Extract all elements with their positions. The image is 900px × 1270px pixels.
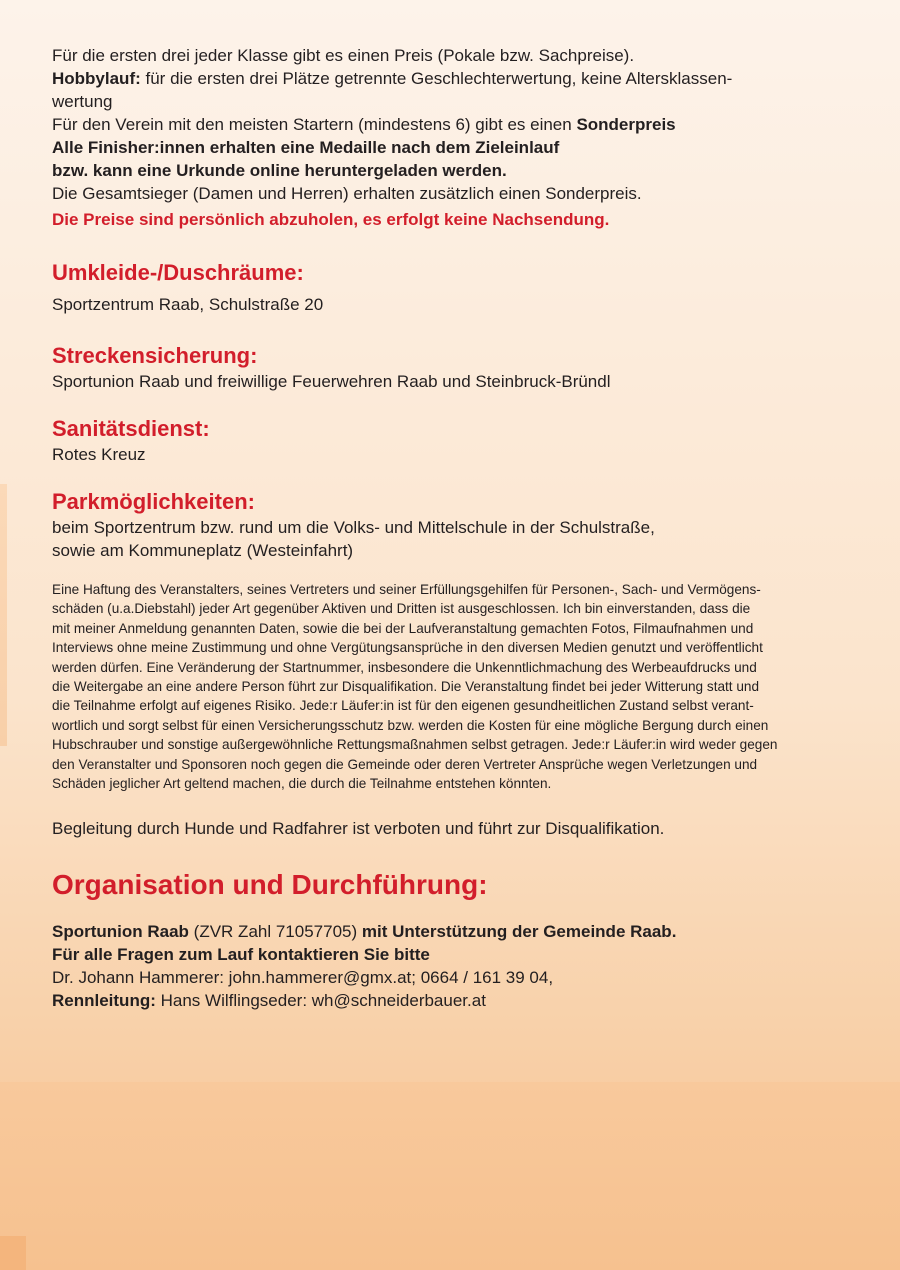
overall-winner-text: Die Gesamtsieger (Damen und Herren) erhalten zusätzlich einen Sonderpreis. — [52, 184, 642, 203]
prizes-class-text: Für die ersten drei jeder Klasse gibt es einen Preis (Pokale bzw. Sachpreise). — [52, 46, 635, 65]
course-safety-text: Sportunion Raab und freiwillige Feuerwehren Raab und Steinbruck-Bründl — [52, 372, 611, 391]
liability-disclaimer — [52, 580, 870, 793]
parking-heading: Parkmöglichkeiten: — [52, 489, 255, 514]
hobby-run-text-cont: wertung — [52, 92, 113, 111]
race-director-label: Rennleitung: — [52, 991, 156, 1011]
changing-rooms-section — [52, 259, 872, 316]
left-edge-accent — [0, 484, 7, 746]
organiser-text — [52, 920, 872, 943]
organisation-heading: Organisation und Durchführung: — [52, 869, 488, 901]
changing-rooms-heading: Umkleide-/Duschräume: — [52, 260, 304, 285]
disclaimer-line: mit meiner Anmeldung genannten Daten, sowie die bei der Laufveranstaltung gemachten Fotos, Filmaufnahmen und — [52, 620, 754, 636]
organisation-details — [52, 920, 872, 1012]
prizes-section — [52, 44, 872, 231]
disclaimer-line: Schäden jeglicher Art geltend machen, die durch die Teilnahme entstehen könnten. — [52, 776, 552, 792]
course-safety-heading: Streckensicherung: — [52, 343, 258, 368]
contact-text: Dr. Johann Hammerer: john.hammerer@gmx.at; 0664 / 161 39 04, — [52, 968, 554, 988]
corner-mark — [0, 1236, 26, 1270]
organiser-support: mit Unterstützung der Gemeinde Raab. — [361, 922, 677, 942]
disclaimer-line: den Veranstalter und Sponsoren noch gegen die Gemeinde oder deren Vertreter Ansprüche wegen Verletzungen und — [52, 756, 758, 772]
race-director-contact: Hans Wilflingseder: wh@schneiderbauer.at — [155, 991, 486, 1011]
organiser-zvr: (ZVR Zahl 71057705) — [188, 922, 362, 942]
organisation-section — [52, 868, 872, 1012]
bottom-color-band — [0, 1082, 900, 1270]
hobby-run-description: für die ersten drei Plätze getrennte Geschlechterwertung, keine Altersklassen- — [140, 69, 733, 88]
pickup-notice: Die Preise sind persönlich abzuholen, es erfolgt keine Nachsendung. — [52, 210, 610, 229]
disclaimer-line: schäden (u.a.Diebstahl) jeder Art gegenüber Aktiven und Dritten ist ausgeschlossen. Ich bin einverstanden, dass die — [52, 601, 751, 617]
parking-text-line1: beim Sportzentrum bzw. rund um die Volks- und Mittelschule in der Schulstraße, — [52, 518, 655, 537]
disclaimer-line: Interviews ohne meine Zustimmung und ohne Vergütungsansprüche in den diversen Medien genutzt und veröffentlicht — [52, 640, 763, 656]
finisher-medal-text: Alle Finisher:innen erhalten eine Medaille nach dem Zieleinlauf — [52, 138, 560, 157]
questions-text: Für alle Fragen zum Lauf kontaktieren Sie bitte — [52, 945, 430, 965]
medical-section — [52, 415, 872, 466]
medical-heading: Sanitätsdienst: — [52, 416, 210, 441]
dogs-bikes-rule: Begleitung durch Hunde und Radfahrer ist verboten und führt zur Disqualifikation. — [52, 819, 665, 839]
disclaimer-line: die Teilnahme erfolgt auf eigenes Risiko. Jede:r Läufer:in ist für den eigenen gesundheitlichen Zustand selbst verant- — [52, 698, 754, 714]
disclaimer-line: die Weitergabe an eine andere Person führt zur Disqualifikation. Die Veranstaltung findet bei jeder Witterung statt und — [52, 679, 760, 695]
club-prize-description: Für den Verein mit den meisten Startern (mindestens 6) gibt es einen — [52, 115, 577, 134]
disclaimer-line: wortlich und sorgt selbst für einen Versicherungsschutz bzw. werden die Kosten für eine mögliche Bergung durch einen — [52, 717, 769, 733]
certificate-download-text: bzw. kann eine Urkunde online heruntergeladen werden. — [52, 161, 507, 180]
disclaimer-line: Hubschrauber und sonstige außergewöhnliche Rettungsmaßnahmen selbst getragen. Jede:r Läufer:in wird weder gegen — [52, 737, 778, 753]
hobby-run-text — [52, 67, 872, 90]
special-prize-label: Sonderpreis — [576, 115, 676, 134]
organiser-name: Sportunion Raab — [52, 922, 189, 942]
medical-text: Rotes Kreuz — [52, 445, 146, 464]
parking-text-line2: sowie am Kommuneplatz (Westeinfahrt) — [52, 541, 354, 560]
parking-section — [52, 488, 872, 562]
club-prize-text — [52, 113, 872, 136]
race-director-text — [52, 989, 872, 1012]
disclaimer-line: Eine Haftung des Veranstalters, seines Vertreters und seiner Erfüllungsgehilfen für Personen-, Sach- und Vermögens- — [52, 582, 761, 597]
page-content — [52, 44, 872, 1012]
disclaimer-line: werden dürfen. Eine Veränderung der Startnummer, insbesondere die Unkenntlichmachung des Werbeaufdrucks und — [52, 659, 757, 675]
hobby-run-label: Hobbylauf: — [52, 69, 141, 88]
changing-rooms-text: Sportzentrum Raab, Schulstraße 20 — [52, 295, 324, 314]
course-safety-section — [52, 342, 872, 393]
